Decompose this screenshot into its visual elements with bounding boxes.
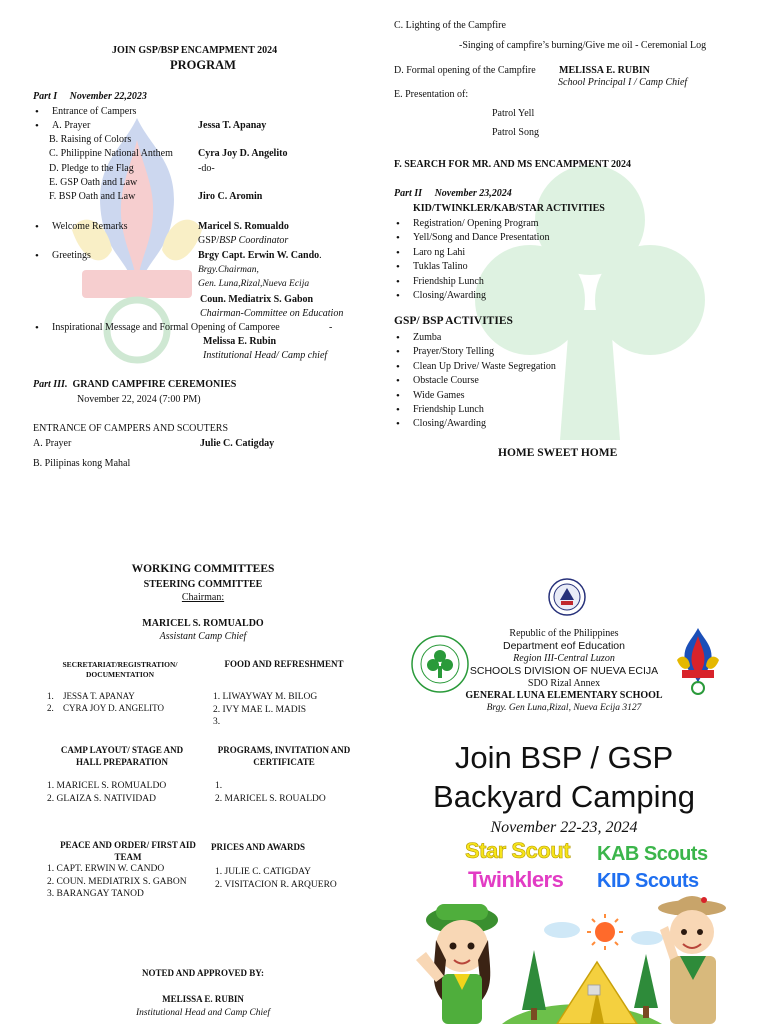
noted-approved: NOTED AND APPROVED BY: (142, 968, 264, 978)
region-line: Region III-Central Luzon (513, 653, 615, 664)
pledge-person: -do- (198, 163, 215, 174)
home-sweet-home: HOME SWEET HOME (498, 447, 618, 459)
item-inspirational: • Inspirational Message and Formal Opening of Camporee (33, 321, 280, 335)
kid-activity-item: • Closing/Awarding (394, 289, 549, 303)
program-header-line: JOIN GSP/BSP ENCAMPMENT 2024 (112, 45, 278, 56)
part1-list-c (33, 249, 91, 263)
camping-illustration (412, 890, 728, 1024)
item-gsp-oath: E. GSP Oath and Law (49, 177, 138, 188)
camp-member-2: 2. GLAIZA S. NATIVIDAD (47, 793, 156, 804)
cover-dates: November 22-23, 2024 (490, 819, 638, 836)
chairman-name: MARICEL S. ROMUALDO (142, 618, 264, 629)
prices-member-1: 1. JULIE C. CATIGDAY (215, 867, 311, 877)
committees-title: WORKING COMMITTEES (131, 563, 275, 575)
program-title: PROGRAM (170, 58, 236, 72)
welcome-role: GSP/BSP Coordinator (198, 235, 289, 246)
part3-title: GRAND CAMPFIRE CEREMONIES (72, 379, 237, 390)
gsp-activity-item: • Closing/Awarding (394, 417, 556, 431)
kid-activity-item: • Tuklas Talino (394, 260, 549, 274)
greet-person-2: Coun. Mediatrix S. Gabon (200, 294, 314, 305)
inspirational-dash: - (329, 322, 333, 333)
part1-list-a (33, 105, 136, 134)
division-line: SCHOOLS DIVISION OF NUEVA ECIJA (469, 665, 659, 677)
insp-role: Institutional Head/ Camp chief (203, 350, 328, 361)
tag-kab-scouts: KAB Scouts (597, 843, 708, 865)
food-members (213, 691, 317, 729)
part3-entrance: ENTRANCE OF CAMPERS AND SCOUTERS (33, 423, 229, 434)
prices-members (215, 866, 337, 892)
tag-kid-scouts: KID Scouts (597, 870, 699, 892)
item-entrance: • Entrance of Campers (33, 105, 136, 119)
deped-seal-icon (548, 578, 586, 616)
greet-person-1: Brgy Capt. Erwin W. Cando. (198, 250, 322, 261)
kid-activity-item: • Yell/Song and Dance Presentation (394, 231, 549, 245)
patrol-yell: Patrol Yell (492, 108, 535, 119)
gsp-activities-title: GSP/ BSP ACTIVITIES (394, 315, 513, 327)
gsp-activity-item: • Zumba (394, 331, 556, 345)
prog-member-2: 2. MARICEL S. ROUALDO (215, 793, 326, 804)
gsp-activity-item: • Prayer/Story Telling (394, 345, 556, 359)
gsp-activity-item: • Wide Games (394, 389, 556, 403)
food-member-1: 1. LIWAYWAY M. BILOG (213, 692, 318, 702)
prayer-person: Jessa T. Apanay (198, 120, 267, 131)
kid-activity-item: • Friendship Lunch (394, 275, 549, 289)
camp-layout-title: CAMP LAYOUT/ STAGE AND HALL PREPARATION (60, 745, 184, 767)
item-welcome: • Welcome Remarks (33, 220, 128, 234)
approver-name: MELISSA E. RUBIN (162, 994, 244, 1004)
republic-line: Republic of the Philippines (509, 628, 619, 639)
part3-heading: Part III. GRAND CAMPFIRE CEREMONIES (33, 379, 237, 390)
bsp-oath-person: Jiro C. Aromin (198, 191, 263, 202)
search-mr-ms: F. SEARCH FOR MR. AND MS ENCAMPMENT 2024 (394, 159, 631, 170)
deped-line: Department eof Education (503, 640, 625, 652)
prices-title: PRICES AND AWARDS (210, 842, 306, 852)
peace-member-3: 3. BARANGAY TANOD (47, 889, 144, 899)
school-address: Brgy. Gen Luna,Rizal, Nueva Ecija 3127 (486, 703, 642, 713)
kid-activity-item: • Registration/ Opening Program (394, 217, 549, 231)
welcome-person: Maricel S. Romualdo (198, 221, 289, 232)
kid-activities-list (394, 217, 549, 303)
programs-title: PROGRAMS, INVITATION AND CERTIFICATE (217, 745, 351, 767)
secretariat-members (47, 690, 164, 714)
singing-campfire: -Singing of campfire’s burning/Give me oil - Ceremonial Log (459, 40, 707, 51)
kid-activities-title: KID/TWINKLER/KAB/STAR ACTIVITIES (413, 203, 605, 214)
cover-title-1: Join BSP / GSP (454, 740, 674, 775)
secretariat-title: SECRETARIAT/REGISTRATION/ DOCUMENTATION (62, 660, 178, 679)
part3-prayer: A. Prayer (33, 438, 72, 449)
greet-role-2: Chairman-Committee on Education (200, 308, 344, 319)
programs-members (215, 780, 326, 805)
school-name: GENERAL LUNA ELEMENTARY SCHOOL (465, 690, 663, 701)
formal-opening: D. Formal opening of the Campfire (394, 65, 536, 76)
sec-member-2: 2. CYRA JOY D. ANGELITO (47, 703, 165, 713)
part2-date: November 23,2024 (434, 188, 512, 199)
sdo-line: SDO Rizal Annex (527, 678, 601, 689)
part3-date: November 22, 2024 (7:00 PM) (77, 394, 201, 405)
item-prayer: • A. Prayer (33, 119, 136, 133)
part1-list-b (33, 220, 128, 234)
item-pledge: D. Pledge to the Flag (49, 163, 134, 174)
presentation-of: E. Presentation of: (394, 89, 469, 100)
camp-members (47, 780, 166, 805)
sec-member-1: 1. JESSA T. APANAY (47, 691, 135, 701)
chairman-role: Assistant Camp Chief (159, 631, 247, 642)
peace-title: PEACE AND ORDER/ FIRST AID TEAM (60, 840, 196, 862)
item-colors: B. Raising of Colors (49, 134, 132, 145)
prog-member-1: 1. (215, 781, 223, 791)
camp-member-1: 1. MARICEL S. ROMUALDO (47, 781, 167, 791)
gsp-activity-item: • Friendship Lunch (394, 403, 556, 417)
steering-committee: STEERING COMMITTEE (143, 579, 263, 590)
part1-list-d (33, 321, 280, 335)
gsp-activity-item: • Obstacle Course (394, 374, 556, 388)
cover-title-2: Backyard Camping (433, 779, 695, 814)
part1-label: Part I November 22,2023 (33, 91, 147, 102)
item-anthem: C. Philippine National Anthem (49, 148, 173, 159)
greet-role-1b: Gen. Luna,Rizal,Nueva Ecija (198, 279, 310, 289)
prices-member-2: 2. VISITACION R. ARQUERO (215, 880, 337, 890)
peace-member-2: 2. COUN. MEDIATRIX S. GABON (47, 876, 187, 887)
item-bsp-oath: F. BSP Oath and Law (49, 191, 136, 202)
gsp-activities-list (394, 331, 556, 432)
greet-role-1a: Brgy.Chairman, (198, 265, 259, 275)
food-title: FOOD AND REFRESHMENT (224, 659, 344, 669)
food-member-2: 2. IVY MAE L. MADIS (213, 704, 307, 715)
food-member-3: 3. (213, 717, 221, 727)
part1-date: November 22,2023 (69, 91, 147, 102)
formal-role: School Principal I / Camp Chief (558, 77, 688, 88)
approver-role: Institutional Head and Camp Chief (135, 1008, 271, 1018)
tag-star-scout: Star Scout (465, 838, 571, 863)
tag-twinklers: Twinklers (468, 867, 564, 892)
part2-label: Part II November 23,2024 (394, 188, 512, 199)
part3-pilipinas: B. Pilipinas kong Mahal (33, 458, 131, 469)
gsp-activity-item: • Clean Up Drive/ Waste Segregation (394, 360, 556, 374)
item-greetings: • Greetings (33, 249, 91, 263)
formal-person: MELISSA E. RUBIN (559, 65, 650, 76)
insp-person: Melissa E. Rubin (203, 336, 277, 347)
anthem-person: Cyra Joy D. Angelito (198, 148, 288, 159)
lighting-campfire: C. Lighting of the Campfire (394, 20, 506, 31)
part3-prayer-person: Julie C. Catigday (200, 438, 275, 449)
patrol-song: Patrol Song (492, 127, 539, 138)
peace-members (47, 863, 187, 901)
kid-activity-item: • Laro ng Lahi (394, 246, 549, 260)
chairman-label: Chairman: (181, 592, 225, 603)
peace-member-1: 1. CAPT. ERWIN W. CANDO (47, 864, 165, 874)
